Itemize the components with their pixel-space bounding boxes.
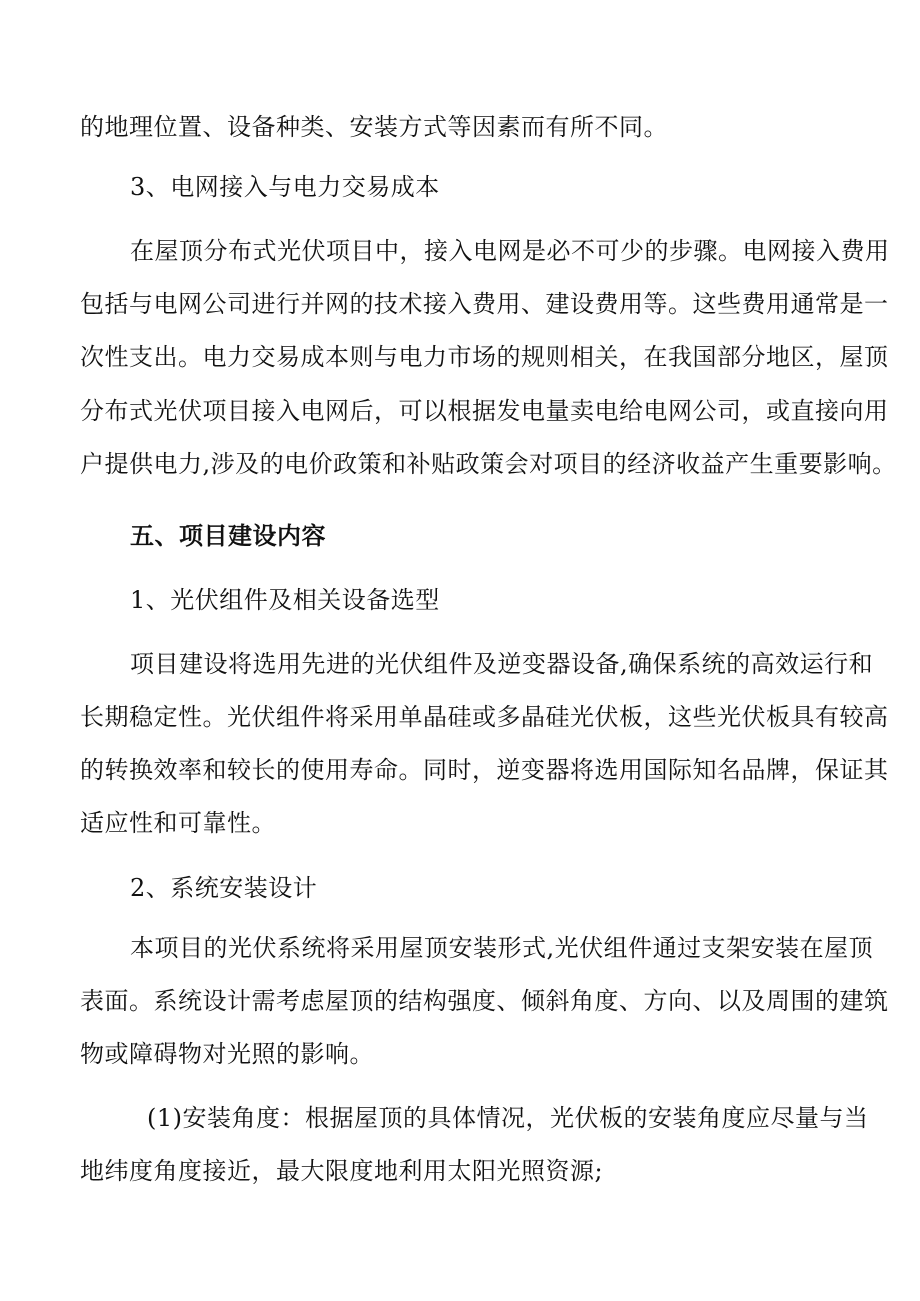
paragraph-line: 在屋顶分布式光伏项目中，接入电网是必不可少的步骤。电网接入费用	[130, 237, 890, 265]
paragraph-line: 的地理位置、设备种类、安装方式等因素而有所不同。	[80, 113, 668, 141]
paragraph-line: 包括与电网公司进行并网的技术接入费用、建设费用等。这些费用通常是一	[80, 290, 889, 318]
paragraph-line: 表面。系统设计需考虑屋顶的结构强度、倾斜角度、方向、以及周围的建筑	[80, 987, 889, 1015]
paragraph-line: 长期稳定性。光伏组件将采用单晶硅或多晶硅光伏板，这些光伏板具有较高	[80, 703, 889, 731]
paragraph-line: 物或障碍物对光照的影响。	[80, 1040, 374, 1068]
subheading-equipment: 1、光伏组件及相关设备选型	[130, 586, 440, 614]
paragraph-line: 次性支出。电力交易成本则与电力市场的规则相关，在我国部分地区，屋顶	[80, 343, 889, 371]
paragraph-line: 的转换效率和较长的使用寿命。同时，逆变器将选用国际知名品牌，保证其	[80, 756, 889, 784]
list-item-line: 地纬度角度接近，最大限度地利用太阳光照资源;	[80, 1157, 604, 1185]
paragraph-line: 项目建设将选用先进的光伏组件及逆变器设备,确保系统的高效运行和	[130, 650, 874, 678]
subheading-installation: 2、系统安装设计	[130, 874, 318, 902]
paragraph-line: 本项目的光伏系统将采用屋顶安装形式,光伏组件通过支架安装在屋顶	[130, 934, 874, 962]
paragraph-line: 户提供电力,涉及的电价政策和补贴政策会对项目的经济收益产生重要影响。	[80, 450, 897, 478]
section-heading: 五、项目建设内容	[130, 521, 326, 550]
paragraph-line: 分布式光伏项目接入电网后，可以根据发电量卖电给电网公司，或直接向用	[80, 397, 889, 425]
subheading-grid-cost: 3、电网接入与电力交易成本	[130, 173, 440, 201]
paragraph-line: 适应性和可靠性。	[80, 809, 276, 837]
list-item-line: (1)安装角度：根据屋顶的具体情况，光伏板的安装角度应尽量与当	[147, 1104, 869, 1132]
